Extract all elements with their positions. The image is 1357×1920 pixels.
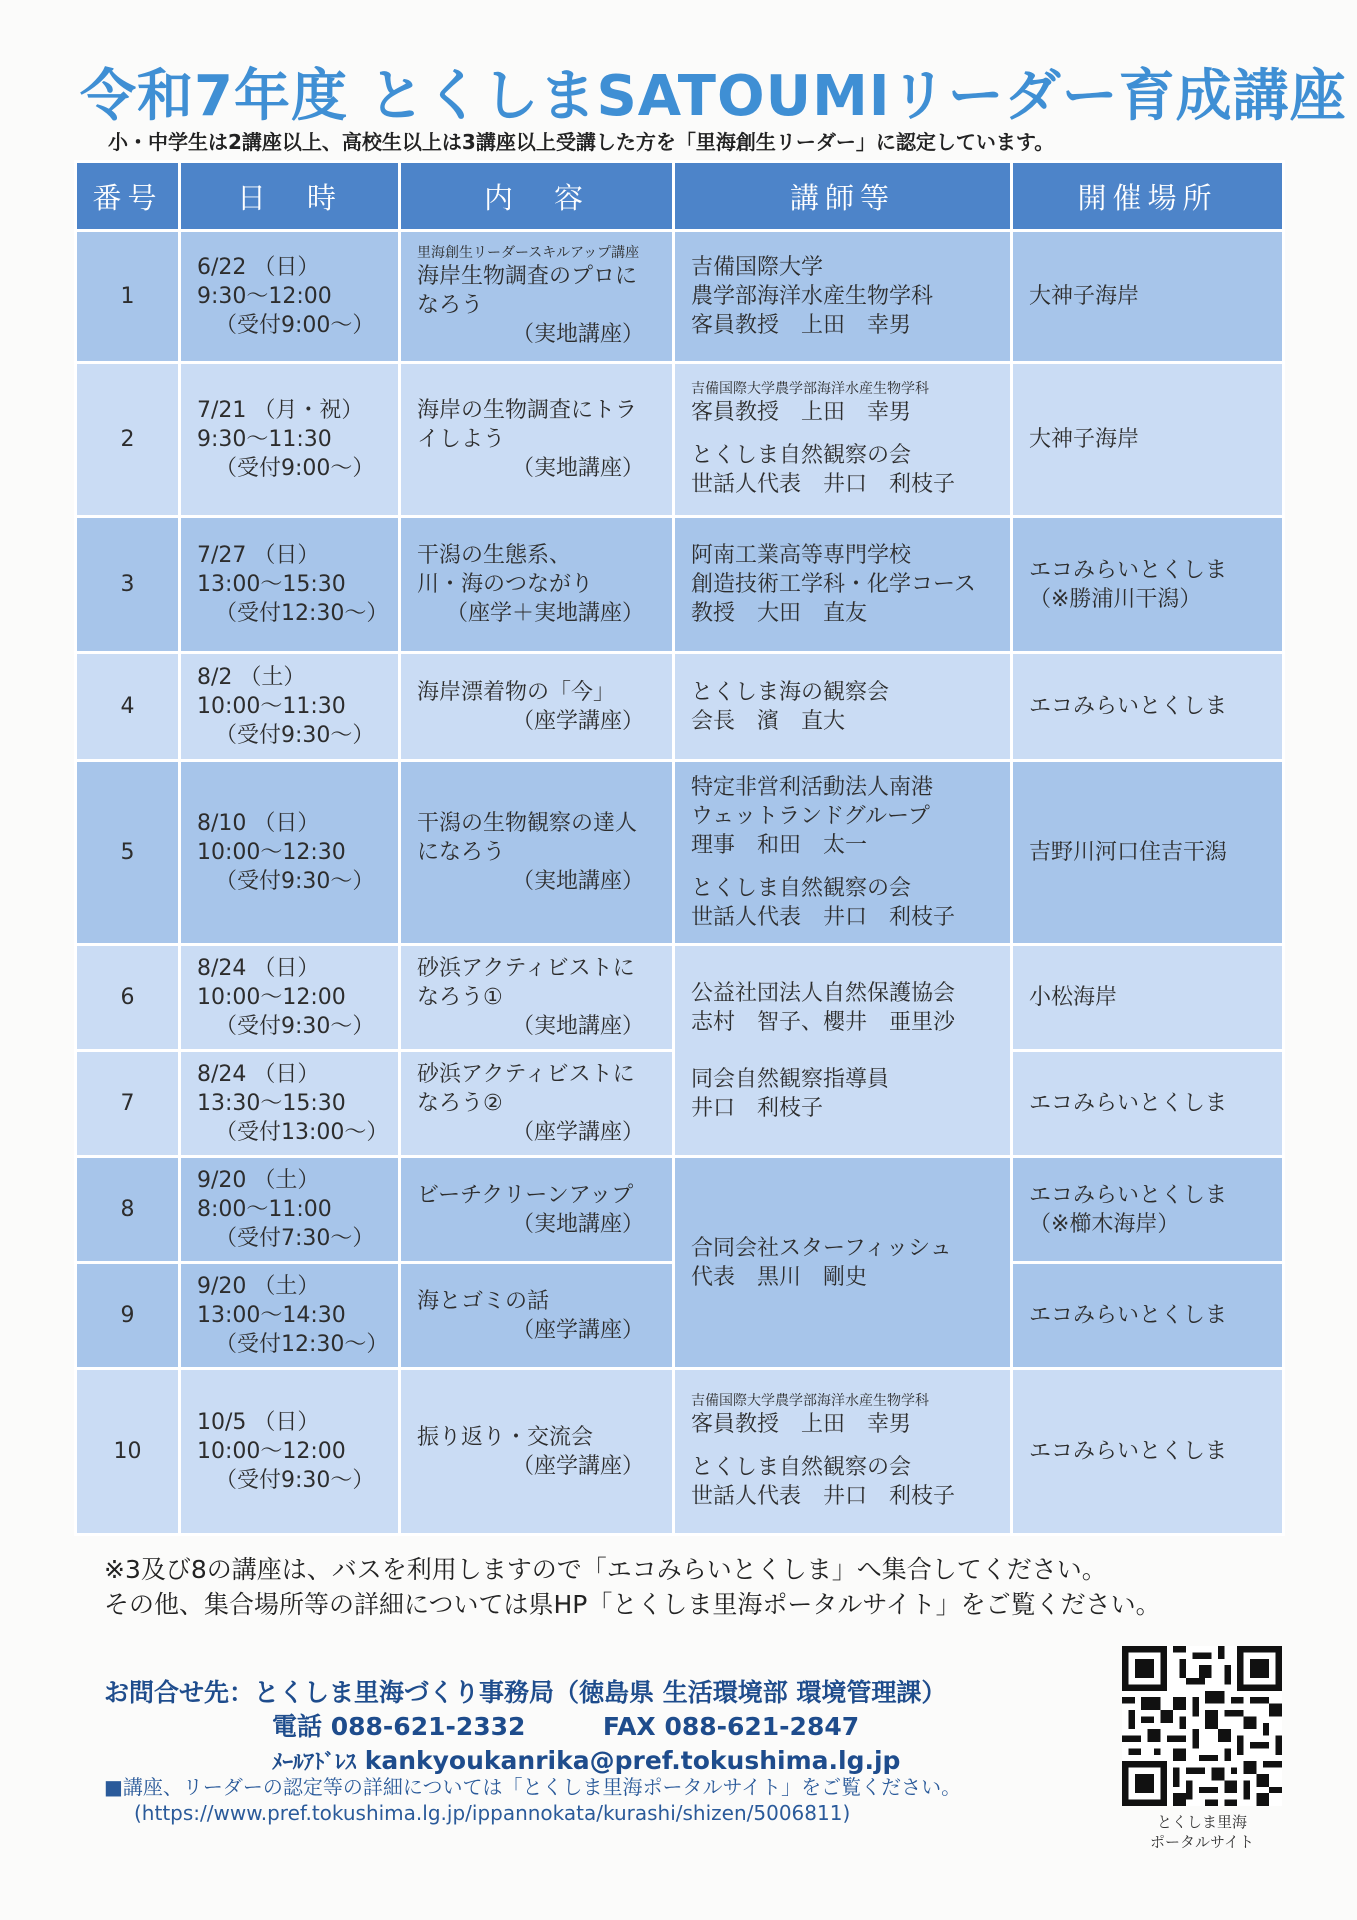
tel-number: 088-621-2332: [330, 1712, 526, 1741]
instructor-line: 理事 和田 太一: [691, 833, 868, 858]
content-type: （座学講座）: [511, 1317, 644, 1343]
date-line: 9/20 （土）: [197, 1168, 320, 1193]
content-line: 海岸生物調査のプロに: [417, 264, 638, 289]
reception-line: （受付7:30～）: [215, 1226, 375, 1251]
time-line: 10:00～12:30: [197, 840, 346, 865]
lecture-number: 8: [76, 1157, 180, 1263]
lecture-instructor: [674, 945, 1012, 1157]
instructor-line: とくしま自然観察の会: [691, 876, 912, 901]
table-row: [76, 517, 1284, 653]
content-line: 砂浜アクティビストに: [417, 956, 635, 981]
instructor-line: 吉備国際大学: [691, 255, 824, 280]
qr-code-icon[interactable]: [1122, 1646, 1282, 1806]
lecture-number: 5: [76, 761, 180, 945]
lecture-content: [400, 363, 674, 517]
instructor-line: 客員教授 上田 幸男: [691, 313, 912, 338]
qr-caption-line: とくしま里海: [1156, 1813, 1247, 1831]
table-row: [76, 761, 1284, 945]
mail-label: ﾒｰﾙｱﾄﾞﾚｽ: [272, 1750, 356, 1774]
instructor-line: 合同会社スターフィッシュ: [691, 1235, 952, 1261]
lecture-instructor: [674, 363, 1012, 517]
lecture-datetime: [180, 1263, 400, 1369]
instructor-line: 農学部海洋水産生物学科: [691, 284, 934, 309]
instructor-line: 志村 智子、櫻井 亜里沙: [691, 1009, 956, 1035]
lecture-datetime: [180, 761, 400, 945]
lecture-venue: [1012, 517, 1284, 653]
venue-line: エコみらいとくしま: [1029, 694, 1228, 719]
lecture-instructor: [674, 1157, 1012, 1369]
time-line: 8:00～11:00: [197, 1197, 332, 1222]
lecture-instructor: [674, 231, 1012, 363]
lecture-number: 1: [76, 231, 180, 363]
date-line: 7/21 （月・祝）: [197, 398, 364, 423]
lecture-content: [400, 653, 674, 761]
contact-block: [104, 1676, 1114, 1779]
instructor-line: 阿南工業高等専門学校: [691, 543, 912, 568]
lecture-venue: [1012, 761, 1284, 945]
fax-label: FAX: [602, 1712, 656, 1741]
instructor-line: 教授 大田 直友: [691, 601, 868, 626]
content-line: 海岸の生物調査にトラ: [417, 398, 638, 423]
content-line: 干潟の生態系、: [417, 543, 572, 568]
instructor-line: 世話人代表 井口 利枝子: [691, 1484, 956, 1509]
lecture-datetime: [180, 653, 400, 761]
time-line: 9:30～12:00: [197, 284, 332, 309]
instructor-line: 客員教授 上田 幸男: [691, 400, 912, 425]
reception-line: （受付9:00～）: [215, 456, 375, 481]
instructor-line: 世話人代表 井口 利枝子: [691, 472, 956, 497]
content-type: （実地講座）: [511, 1014, 644, 1039]
lecture-venue: [1012, 363, 1284, 517]
table-header-row: [76, 162, 1284, 231]
tel-label: 電話: [272, 1712, 323, 1741]
lecture-venue: [1012, 653, 1284, 761]
content-line: 海とゴミの話: [417, 1288, 550, 1314]
schedule-table: [74, 160, 1285, 1536]
instructor-line: とくしま自然観察の会: [691, 443, 912, 468]
footer-text: ■講座、リーダーの認定等の詳細については「とくしま里海ポータルサイト」をご覧ください。: [104, 1775, 962, 1799]
mail-address[interactable]: kankyoukanrika@pref.tokushima.lg.jp: [364, 1746, 901, 1775]
time-line: 10:00～12:00: [197, 1439, 346, 1464]
time-line: 10:00～11:30: [197, 694, 346, 719]
time-line: 9:30～11:30: [197, 427, 332, 452]
date-line: 8/24 （日）: [197, 1062, 320, 1087]
content-line: 海岸漂着物の「今」: [417, 679, 616, 705]
content-line: ビーチクリーンアップ: [417, 1182, 634, 1208]
lecture-venue: [1012, 1157, 1284, 1263]
notes: [104, 1552, 1304, 1622]
lecture-datetime: [180, 1157, 400, 1263]
lecture-datetime: [180, 1369, 400, 1535]
instructor-line: 客員教授 上田 幸男: [691, 1412, 912, 1437]
instructor-line: 会長 濱 直大: [691, 708, 846, 734]
header-number: 番号: [76, 162, 180, 231]
venue-line: 大神子海岸: [1029, 427, 1140, 452]
content-type: （実地講座）: [511, 1211, 644, 1237]
lecture-content: [400, 761, 674, 945]
date-line: 8/24 （日）: [197, 956, 320, 981]
lecture-instructor: [674, 653, 1012, 761]
instructor-line: 同会自然観察指導員: [691, 1066, 890, 1092]
table-row: [76, 363, 1284, 517]
venue-line: エコみらいとくしま: [1029, 1439, 1228, 1464]
date-line: 8/10 （日）: [197, 811, 320, 836]
header-content: 内 容: [400, 162, 674, 231]
content-type: （座学講座）: [511, 708, 644, 734]
content-line: イしよう: [417, 427, 506, 452]
time-line: 13:30～15:30: [197, 1091, 346, 1116]
content-line: なろう: [417, 293, 484, 318]
instructor-note: 吉備国際大学農学部海洋水産生物学科: [691, 381, 929, 397]
date-line: 7/27 （日）: [197, 543, 320, 568]
content-line: なろう②: [417, 1091, 503, 1116]
qr-caption-line: ポータルサイト: [1150, 1833, 1254, 1851]
instructor-line: 世話人代表 井口 利枝子: [691, 905, 956, 930]
content-type: （実地講座）: [511, 456, 644, 481]
table-row: [76, 653, 1284, 761]
lecture-venue: [1012, 231, 1284, 363]
lecture-number: 9: [76, 1263, 180, 1369]
fax-number: 088-621-2847: [664, 1712, 860, 1741]
date-line: 8/2 （土）: [197, 665, 306, 690]
content-line: 川・海のつながり: [417, 572, 594, 597]
venue-line: 吉野川河口住吉干潟: [1029, 840, 1228, 865]
lecture-content: [400, 517, 674, 653]
content-type: （実地講座）: [511, 322, 644, 347]
contact-office: お問合せ先：とくしま里海づくり事務局（徳島県 生活環境部 環境管理課）: [104, 1678, 947, 1707]
content-line: 干潟の生物観察の達人: [417, 811, 638, 836]
lecture-datetime: [180, 231, 400, 363]
content-line: になろう: [417, 840, 506, 865]
instructor-line: とくしま自然観察の会: [691, 1455, 912, 1480]
lecture-venue: [1012, 1051, 1284, 1157]
note-line: その他、集合場所等の詳細については県HP「とくしま里海ポータルサイト」をご覧ください。: [104, 1590, 1161, 1619]
table-row: [76, 1369, 1284, 1535]
content-line: 振り返り・交流会: [417, 1424, 594, 1450]
content-type: （座学＋実地講座）: [445, 601, 644, 626]
reception-line: （受付9:30～）: [215, 1468, 375, 1493]
reception-line: （受付9:30～）: [215, 723, 375, 748]
lecture-content: [400, 1051, 674, 1157]
instructor-line: 公益社団法人自然保護協会: [691, 980, 956, 1006]
lecture-instructor: [674, 761, 1012, 945]
venue-line: 小松海岸: [1029, 985, 1118, 1010]
contact-phone-fax: [104, 1710, 1114, 1744]
venue-line: エコみらいとくしま: [1029, 1303, 1228, 1328]
venue-line: （※櫛木海岸）: [1029, 1211, 1180, 1237]
page-title: 令和7年度 とくしまSATOUMIリーダー育成講座: [80, 64, 1347, 129]
time-line: 13:00～15:30: [197, 572, 346, 597]
lecture-number: 6: [76, 945, 180, 1051]
lecture-number: 3: [76, 517, 180, 653]
instructor-line: 特定非営利活動法人南港: [691, 775, 934, 800]
lecture-datetime: [180, 517, 400, 653]
venue-line: （※勝浦川干潟）: [1029, 586, 1202, 612]
header-instructor: 講師等: [674, 162, 1012, 231]
lecture-datetime: [180, 363, 400, 517]
venue-line: 大神子海岸: [1029, 284, 1140, 309]
content-type: （実地講座）: [511, 869, 644, 894]
lecture-instructor: [674, 517, 1012, 653]
table-row: [76, 231, 1284, 363]
reception-line: （受付9:00～）: [215, 313, 375, 338]
venue-line: エコみらいとくしま: [1029, 1182, 1228, 1208]
footer-url[interactable]: (https://www.pref.tokushima.lg.jp/ippannokata/kurashi/shizen/5006811): [134, 1801, 851, 1825]
header-datetime: 日 時: [180, 162, 400, 231]
venue-line: エコみらいとくしま: [1029, 1091, 1228, 1116]
instructor-line: とくしま海の観察会: [691, 679, 890, 705]
venue-line: エコみらいとくしま: [1029, 557, 1228, 583]
instructor-line: 井口 利枝子: [691, 1095, 824, 1121]
reception-line: （受付9:30～）: [215, 869, 375, 894]
lecture-number: 10: [76, 1369, 180, 1535]
page-subtitle: 小・中学生は2講座以上、高校生以上は3講座以上受講した方を「里海創生リーダー」に認定しています。: [108, 130, 1055, 154]
date-line: 9/20 （土）: [197, 1274, 320, 1299]
lecture-datetime: [180, 1051, 400, 1157]
lecture-venue: [1012, 1263, 1284, 1369]
lecture-content: [400, 231, 674, 363]
lecture-venue: [1012, 945, 1284, 1051]
date-line: 10/5 （日）: [197, 1410, 320, 1435]
instructor-line: 代表 黒川 剛史: [691, 1264, 868, 1290]
instructor-note: 吉備国際大学農学部海洋水産生物学科: [691, 1393, 929, 1409]
content-note: 里海創生リーダースキルアップ講座: [417, 245, 640, 261]
time-line: 13:00～14:30: [197, 1303, 346, 1328]
content-line: なろう①: [417, 985, 503, 1010]
reception-line: （受付9:30～）: [215, 1014, 375, 1039]
content-type: （座学講座）: [511, 1120, 644, 1145]
lecture-number: 7: [76, 1051, 180, 1157]
reception-line: （受付12:30～）: [215, 1332, 389, 1357]
instructor-line: 創造技術工学科・化学コース: [691, 572, 976, 597]
content-type: （座学講座）: [511, 1453, 644, 1479]
lecture-datetime: [180, 945, 400, 1051]
footer-info: [104, 1774, 1114, 1826]
lecture-content: [400, 1369, 674, 1535]
lecture-venue: [1012, 1369, 1284, 1535]
table-row: [76, 1157, 1284, 1263]
qr-block: [1120, 1646, 1284, 1852]
lecture-number: 2: [76, 363, 180, 517]
time-line: 10:00～12:00: [197, 985, 346, 1010]
lecture-number: 4: [76, 653, 180, 761]
table-row: [76, 945, 1284, 1051]
lecture-instructor: [674, 1369, 1012, 1535]
lecture-content: [400, 1263, 674, 1369]
lecture-content: [400, 1157, 674, 1263]
note-line: ※3及び8の講座は、バスを利用しますので「エコみらいとくしま」へ集合してください。: [104, 1555, 1107, 1584]
content-line: 砂浜アクティビストに: [417, 1062, 635, 1087]
header-venue: 開催場所: [1012, 162, 1284, 231]
instructor-line: ウェットランドグループ: [691, 804, 930, 829]
lecture-content: [400, 945, 674, 1051]
qr-caption: [1120, 1812, 1284, 1852]
reception-line: （受付13:00～）: [215, 1120, 389, 1145]
date-line: 6/22 （日）: [197, 255, 320, 280]
reception-line: （受付12:30～）: [215, 601, 389, 626]
